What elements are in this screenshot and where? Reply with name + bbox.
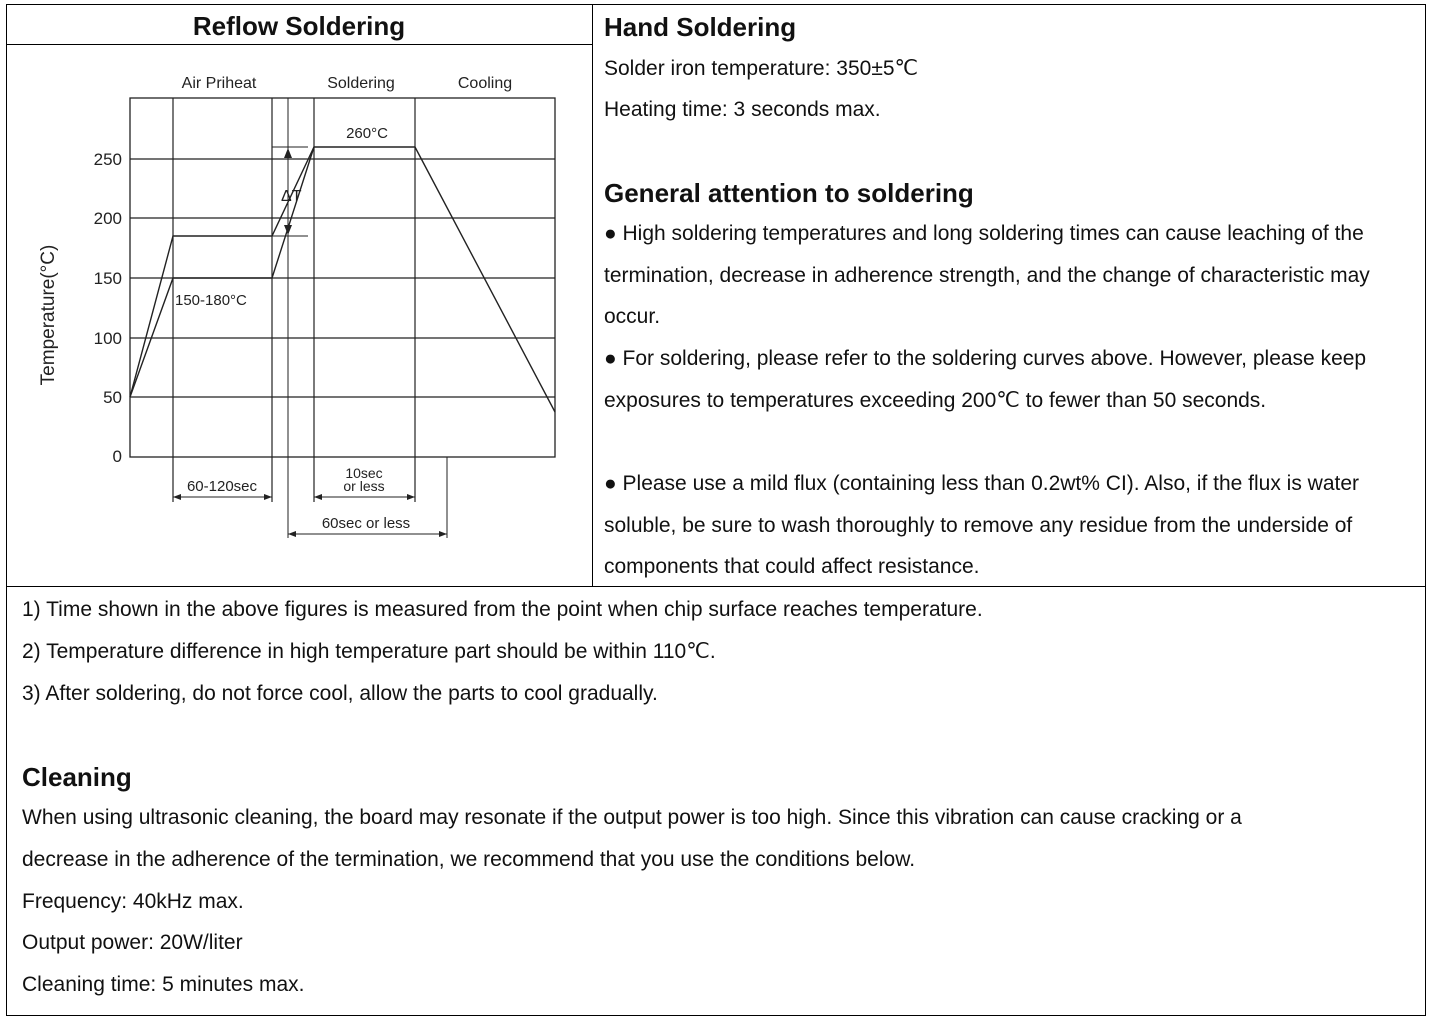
note-3: 3) After soldering, do not force cool, allow the parts to cool gradually.	[22, 682, 658, 705]
ytick-50: 50	[103, 388, 122, 407]
cleaning-line-2: decrease in the adherence of the termination, we recommend that you use the conditions below.	[22, 848, 916, 871]
phase-label-soldering: Soldering	[327, 75, 395, 92]
attention-title: General attention to soldering	[604, 178, 974, 208]
delta-t-arrowhead-down	[284, 225, 292, 235]
ytick-100: 100	[93, 329, 122, 348]
ytick-150: 150	[93, 269, 122, 288]
cleaning-frequency: Frequency: 40kHz max.	[22, 890, 244, 913]
label-preheat-range: 150-180°C	[175, 292, 247, 309]
ytick-250: 250	[93, 150, 122, 169]
cleaning-line-1: When using ultrasonic cleaning, the board may resonate if the output power is too high. Since this vibration can cause cracking or a	[22, 806, 1242, 829]
y-axis-label: Temperature(°C)	[38, 244, 59, 386]
attention-bullet-1: ● High soldering temperatures and long soldering times can cause leaching of the termination, decrease in adherence strength, and the change of characteristic may occur.	[604, 222, 1370, 328]
phase-label-cooling: Cooling	[457, 75, 513, 92]
ytick-0: 0	[112, 447, 122, 466]
label-peak-time-2: or less	[343, 478, 385, 494]
reflow-title: Reflow Soldering	[192, 11, 406, 41]
attention-bullet-3: ● Please use a mild flux (containing less than 0.2wt% CI). Also, if the flux is water soluble, be sure to wash thoroughly to remove any residue from the underside of components that could affect resistance.	[604, 472, 1360, 578]
label-preheat-time: 60-120sec	[186, 478, 258, 495]
delta-t-arrowhead-up	[284, 148, 292, 158]
label-delta-t: ΔT	[281, 188, 302, 205]
note-1: 1) Time shown in the above figures is measured from the point when chip surface reaches temperature.	[22, 598, 983, 621]
hand-heating-time: Heating time: 3 seconds max.	[604, 98, 881, 121]
hand-soldering-title: Hand Soldering	[604, 12, 797, 42]
profile-lower	[130, 147, 314, 397]
phase-label-preheat: Air Priheat	[181, 75, 257, 92]
label-soldering-time: 60sec or less	[321, 515, 411, 532]
label-peak-time-1: 10sec	[345, 465, 383, 481]
ytick-200: 200	[93, 209, 122, 228]
column-divider	[592, 4, 593, 586]
reflow-chart	[30, 60, 570, 560]
label-peak-temp: 260°C	[346, 125, 388, 142]
cleaning-output-power: Output power: 20W/liter	[22, 931, 243, 954]
cleaning-time: Cleaning time: 5 minutes max.	[22, 973, 305, 996]
cleaning-title: Cleaning	[22, 762, 132, 792]
attention-bullet-2: ● For soldering, please refer to the soldering curves above. However, please keep exposures to temperatures exceeding 200℃ to fewer than 50 seconds.	[604, 347, 1367, 412]
note-2: 2) Temperature difference in high temperature part should be within 110℃.	[22, 640, 716, 663]
profile-upper	[130, 147, 555, 412]
header-divider	[6, 44, 592, 45]
hand-iron-temp: Solder iron temperature: 350±5℃	[604, 57, 919, 80]
